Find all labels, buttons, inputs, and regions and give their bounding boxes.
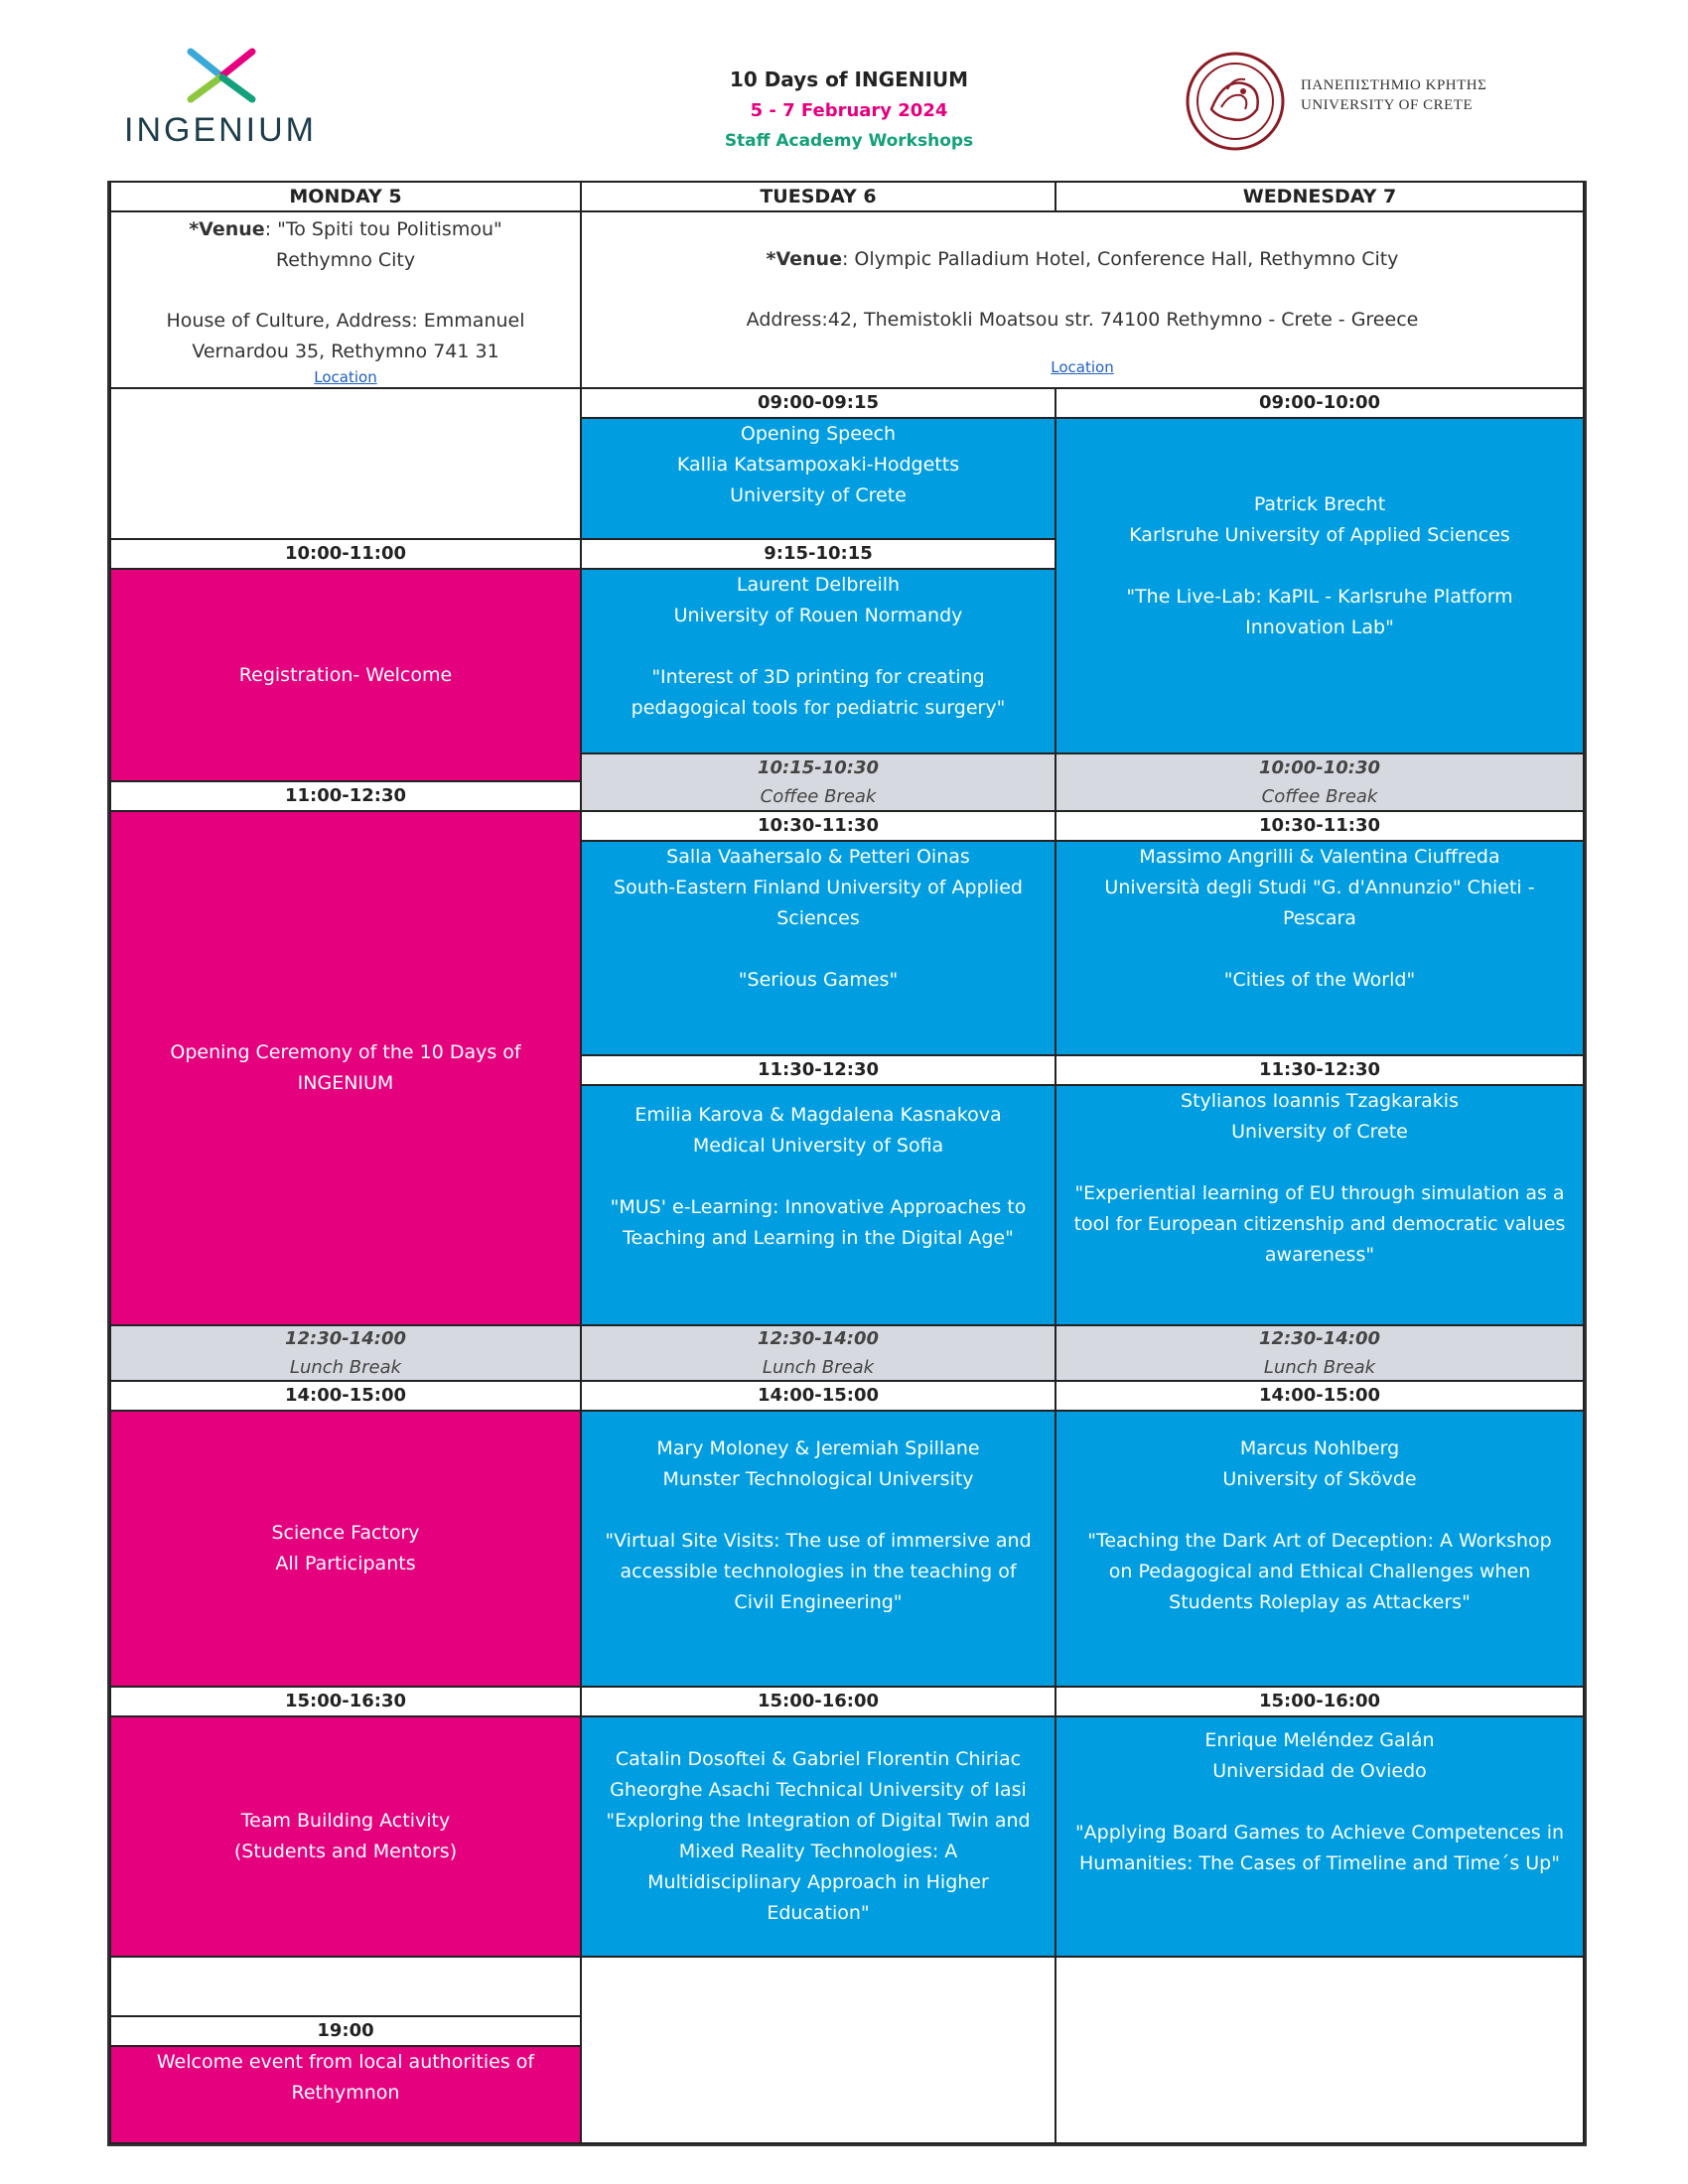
time-slot: 15:00-16:30 xyxy=(109,1686,582,1717)
day-header-tuesday: TUESDAY 6 xyxy=(580,181,1056,212)
session-team-building xyxy=(109,1715,582,1958)
ingenium-logo xyxy=(121,48,320,157)
university-name-english: UNIVERSITY OF CRETE xyxy=(1301,97,1474,113)
time-slot: 9:15-10:15 xyxy=(580,538,1056,570)
event-dates: 5 - 7 February 2024 xyxy=(750,100,948,121)
session-text: Welcome event from local authorities of Rethymnon xyxy=(156,2051,535,2104)
session-opening-speech xyxy=(580,417,1056,540)
ingenium-x-icon xyxy=(177,48,266,105)
empty-cell xyxy=(109,387,582,540)
session-text: Science Factory All Participants xyxy=(271,1522,420,1574)
break-label: Coffee Break xyxy=(760,786,877,807)
session-welcome-event xyxy=(109,2045,582,2144)
session-experiential-learning xyxy=(1055,1084,1585,1326)
break-time: 10:00-10:30 xyxy=(1258,757,1381,778)
university-name-greek: ΠΑΝΕΠΙΣΤΗΜΙΟ ΚΡΗΤΗΣ xyxy=(1301,77,1487,93)
ingenium-wordmark: INGENIUM xyxy=(124,111,317,149)
session-board-games xyxy=(1055,1715,1585,1958)
break-label: Lunch Break xyxy=(289,1357,402,1378)
empty-cell xyxy=(109,1956,582,2017)
session-opening-ceremony xyxy=(109,810,582,1326)
session-e-learning xyxy=(580,1084,1056,1326)
empty-cell xyxy=(1055,1956,1585,2144)
venue-tue-wed xyxy=(580,210,1585,389)
time-slot: 11:30-12:30 xyxy=(580,1054,1056,1086)
time-slot: 11:00-12:30 xyxy=(109,780,582,812)
day-header-wednesday: WEDNESDAY 7 xyxy=(1055,181,1585,212)
coffee-break-wednesday xyxy=(1055,752,1585,812)
time-slot: 19:00 xyxy=(109,2015,582,2047)
location-link-tue-wed[interactable]: Location xyxy=(1051,358,1114,376)
venue-monday xyxy=(109,210,582,389)
session-text: Opening Speech Kallia Katsampoxaki-Hodgetts University of Crete xyxy=(676,423,960,506)
time-slot: 15:00-16:00 xyxy=(1055,1686,1585,1717)
venue-label: *Venue xyxy=(189,218,265,240)
time-slot: 15:00-16:00 xyxy=(580,1686,1056,1717)
lunch-break-monday xyxy=(109,1324,582,1382)
page-title: 10 Days of INGENIUM xyxy=(729,68,969,91)
session-digital-twin xyxy=(580,1715,1056,1958)
session-registration xyxy=(109,568,582,782)
session-dark-art-of-deception xyxy=(1055,1410,1585,1688)
venue-label: *Venue xyxy=(766,248,842,270)
university-seal-icon xyxy=(1184,50,1287,153)
venue-address: House of Culture, Address: Emmanuel Vernardou 35, Rethymno 741 31 xyxy=(166,310,525,362)
session-text: Laurent Delbreilh University of Rouen Normandy "Interest of 3D printing for creating pedagogical tools for pediatric surgery" xyxy=(631,574,1006,719)
location-link-monday[interactable]: Location xyxy=(314,368,377,386)
venue-name: : "To Spiti tou Politismou" xyxy=(264,218,502,240)
break-time: 12:30-14:00 xyxy=(1258,1328,1381,1349)
time-slot: 14:00-15:00 xyxy=(1055,1380,1585,1412)
time-slot: 10:00-11:00 xyxy=(109,538,582,570)
coffee-break-tuesday xyxy=(580,752,1056,812)
session-text: Registration- Welcome xyxy=(238,663,453,686)
session-text: Salla Vaahersalo & Petteri Oinas South-Eastern Finland University of Applied Sciences "Serious Games" xyxy=(614,846,1023,991)
session-serious-games xyxy=(580,840,1056,1056)
session-text: Patrick Brecht Karlsruhe University of Applied Sciences "The Live-Lab: KaPIL - Karlsruhe Platform Innovation Lab" xyxy=(1126,492,1513,638)
session-text: Massimo Angrilli & Valentina Ciuffreda Università degli Studi "G. d'Annunzio" Chieti - Pescara "Cities of the World" xyxy=(1104,846,1535,991)
session-text: Marcus Nohlberg University of Skövde "Teaching the Dark Art of Deception: A Workshop on Pedagogical and Ethical Challenges when Students Roleplay as Attackers" xyxy=(1087,1437,1552,1613)
session-cities-of-the-world xyxy=(1055,840,1585,1056)
session-virtual-site-visits xyxy=(580,1410,1056,1688)
session-text: Catalin Dosoftei & Gabriel Florentin Chiriac Gheorghe Asachi Technical University of Iasi "Exploring the Integration of Digital Twin and Mixed Reality Technologies: A Multidisciplinary Approach in Higher Education" xyxy=(606,1748,1031,1924)
break-label: Coffee Break xyxy=(1261,786,1378,807)
session-text: Emilia Karova & Magdalena Kasnakova Medical University of Sofia "MUS' e-Learning: Innovative Approaches to Teaching and Learning in the Digital Age" xyxy=(610,1104,1027,1249)
time-slot: 14:00-15:00 xyxy=(109,1380,582,1412)
venue-name: : Olympic Palladium Hotel, Conference Hall, Rethymno City xyxy=(841,248,1399,270)
session-text: Opening Ceremony of the 10 Days of INGENIUM xyxy=(170,1041,521,1094)
event-subtitle: Staff Academy Workshops xyxy=(724,131,974,151)
day-header-monday: MONDAY 5 xyxy=(109,181,582,212)
session-text: Mary Moloney & Jeremiah Spillane Munster Technological University "Virtual Site Visits: The use of immersive and accessible technologies in the teaching of Civil Engineering" xyxy=(605,1437,1032,1613)
time-slot: 10:30-11:30 xyxy=(1055,810,1585,842)
session-text: Stylianos Ioannis Tzagkarakis University of Crete "Experiential learning of EU through simulation as a tool for European citizenship and democratic values awareness" xyxy=(1073,1090,1566,1266)
empty-cell xyxy=(580,1956,1056,2144)
break-time: 12:30-14:00 xyxy=(284,1328,407,1349)
lunch-break-tuesday xyxy=(580,1324,1056,1382)
session-text: Enrique Meléndez Galán Universidad de Oviedo "Applying Board Games to Achieve Competences in Humanities: The Cases of Timeline and Time´s Up" xyxy=(1074,1729,1565,1874)
time-slot: 10:30-11:30 xyxy=(580,810,1056,842)
time-slot: 14:00-15:00 xyxy=(580,1380,1056,1412)
venue-city: Rethymno City xyxy=(275,249,416,271)
time-slot: 09:00-10:00 xyxy=(1055,387,1585,419)
session-science-factory xyxy=(109,1410,582,1688)
break-label: Lunch Break xyxy=(762,1357,875,1378)
time-slot: 11:30-12:30 xyxy=(1055,1054,1585,1086)
session-live-lab xyxy=(1055,417,1585,754)
break-time: 12:30-14:00 xyxy=(757,1328,880,1349)
session-text: Team Building Activity (Students and Mentors) xyxy=(233,1810,458,1862)
break-time: 10:15-10:30 xyxy=(757,757,880,778)
time-slot: 09:00-09:15 xyxy=(580,387,1056,419)
university-of-crete-logo xyxy=(1184,50,1541,149)
venue-address: Address:42, Themistokli Moatsou str. 74100 Rethymno - Crete - Greece xyxy=(746,309,1419,331)
lunch-break-wednesday xyxy=(1055,1324,1585,1382)
break-label: Lunch Break xyxy=(1263,1357,1376,1378)
session-3d-printing xyxy=(580,568,1056,754)
